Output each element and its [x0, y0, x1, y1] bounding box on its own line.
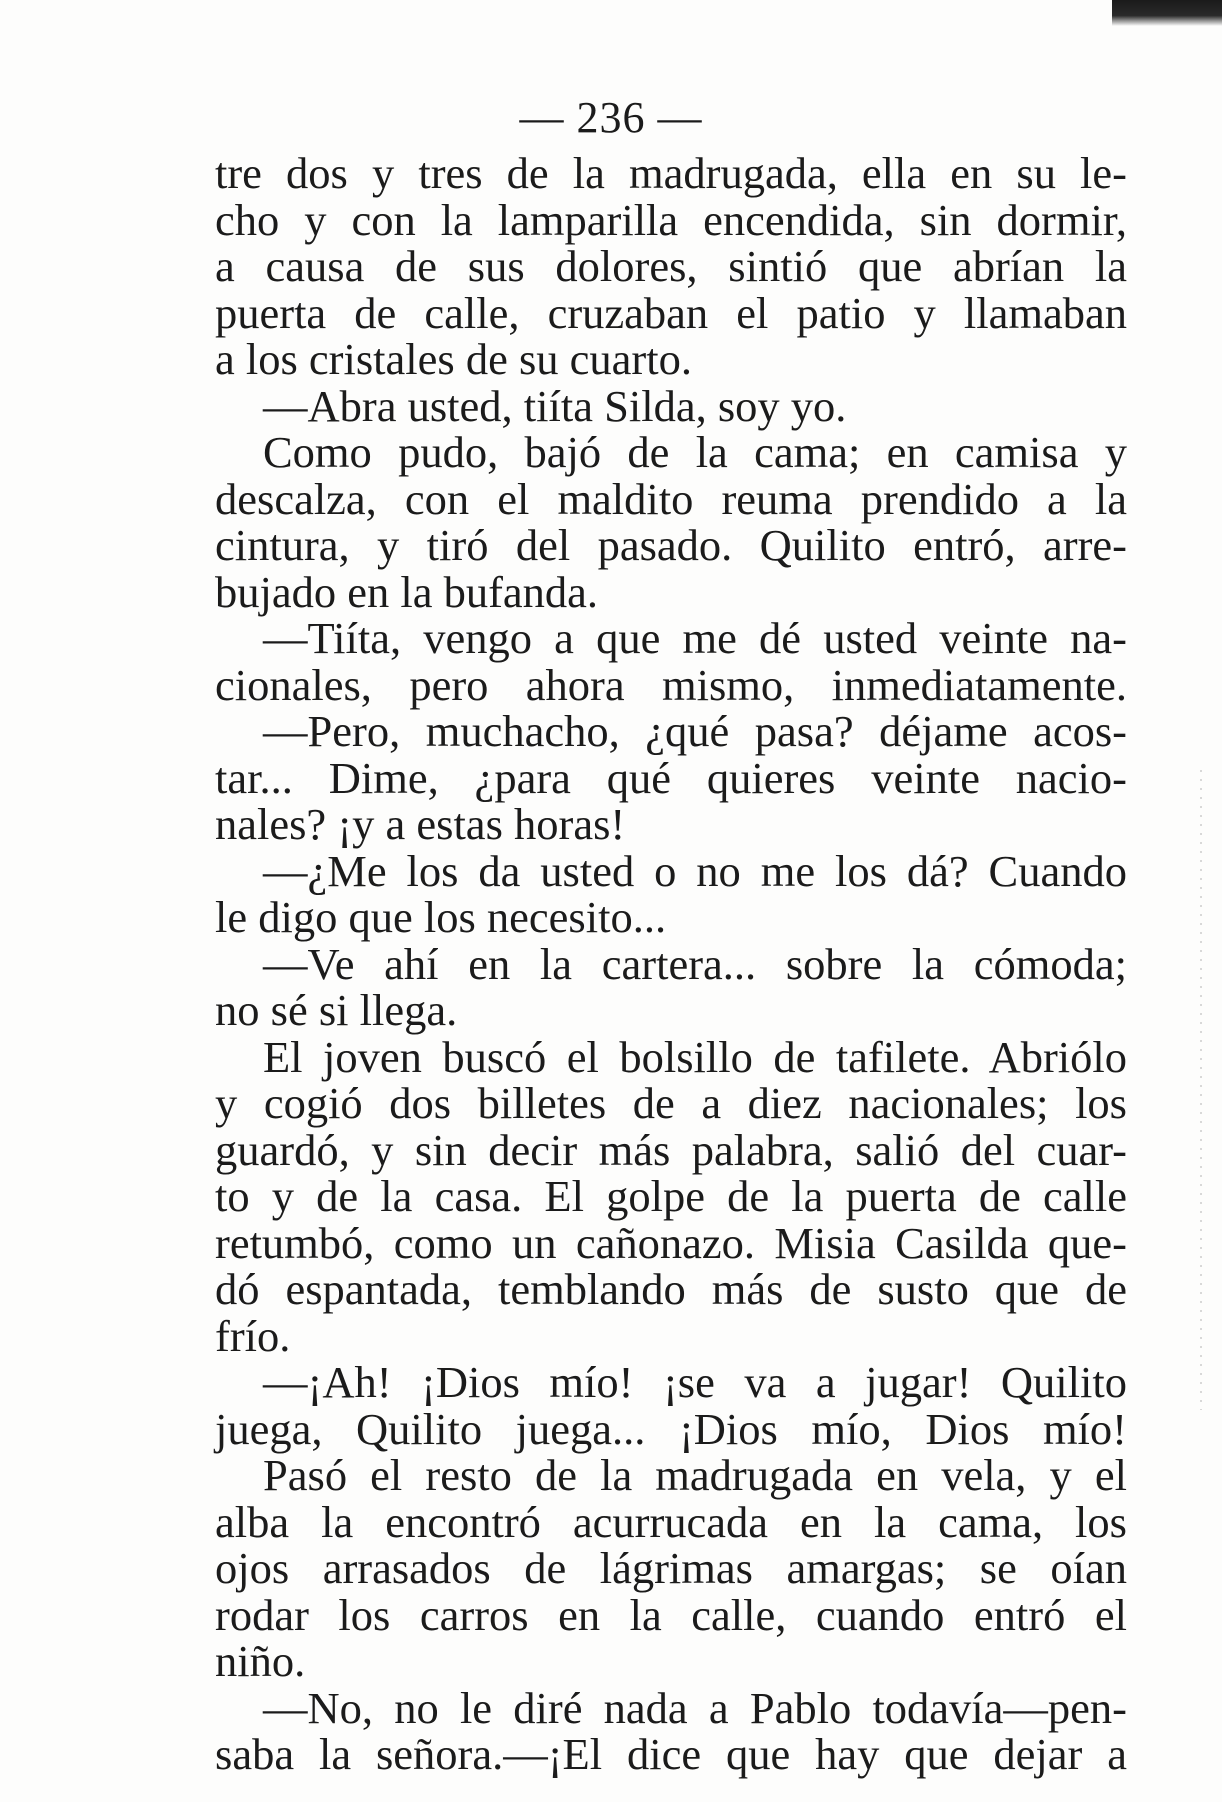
scan-edge-speckle [1200, 770, 1202, 1410]
text-line: guardó, y sin decir más palabra, salió del cuar- [215, 1124, 1127, 1175]
text-line: puerta de calle, cruzaban el patio y llamaban [215, 287, 1127, 338]
text-line: alba la encontró acurrucada en la cama, los [215, 1496, 1127, 1547]
text-line: to y de la casa. El golpe de la puerta de calle [215, 1171, 1127, 1221]
text-line: —¿Me los da usted o no me los dá? Cuando [263, 845, 1127, 896]
text-line: —¡Ah! ¡Dios mío! ¡se va a jugar! Quilito [263, 1357, 1127, 1407]
text-line: cintura, y tiró del pasado. Quilito entró, arre- [215, 520, 1127, 570]
text-line: El joven buscó el bolsillo de tafilete. Abriólo [263, 1031, 1127, 1082]
text-line: retumbó, como un cañonazo. Misia Casilda que- [215, 1217, 1127, 1268]
text-line: —Abra usted, tiíta Silda, soy yo. [263, 380, 847, 431]
text-line: —No, no le diré nada a Pablo todavía—pen- [263, 1682, 1127, 1733]
text-line: saba la señora.—¡El dice que hay que dejar a [215, 1729, 1127, 1779]
text-line: no sé si llega. [215, 985, 458, 1035]
text-line: a causa de sus dolores, sintió que abrían la [215, 241, 1127, 291]
text-line: dó espantada, temblando más de susto que de [215, 1264, 1127, 1314]
text-line: —Tiíta, vengo a que me dé usted veinte na- [263, 613, 1127, 663]
text-line: —Pero, muchacho, ¿qué pasa? déjame acos- [263, 706, 1127, 756]
text-line: nales? ¡y a estas horas! [215, 799, 626, 849]
text-line: niño. [215, 1636, 306, 1686]
text-line: ojos arrasados de lágrimas amargas; se oían [215, 1543, 1127, 1593]
text-line: Como pudo, bajó de la cama; en camisa y [263, 427, 1127, 477]
text-line: Pasó el resto de la madrugada en vela, y el [263, 1450, 1127, 1500]
text-line: frío. [215, 1310, 291, 1361]
text-line: descalza, con el maldito reuma prendido a la [215, 473, 1127, 524]
text-line: a los cristales de su cuarto. [215, 334, 692, 384]
text-line: tar... Dime, ¿para qué quieres veinte nacio- [215, 752, 1127, 803]
text-line: tre dos y tres de la madrugada, ella en su le- [215, 148, 1127, 198]
page-number: — 236 — [519, 93, 703, 142]
body-text [215, 150, 1127, 1778]
text-line: le digo que los necesito... [215, 892, 667, 942]
scan-corner-shadow [1112, 0, 1222, 26]
text-line: cho y con la lamparilla encendida, sin dormir, [215, 194, 1127, 245]
text-line: —Ve ahí en la cartera... sobre la cómoda; [263, 938, 1127, 989]
text-line: juega, Quilito juega... ¡Dios mío, Dios mío! [215, 1403, 1127, 1454]
text-line: bujado en la bufanda. [215, 566, 599, 617]
text-line: cionales, pero ahora mismo, inmediatamente. [215, 659, 1127, 710]
text-line: rodar los carros en la calle, cuando entró el [215, 1589, 1127, 1640]
text-line: y cogió dos billetes de a diez nacionales; los [215, 1078, 1127, 1128]
